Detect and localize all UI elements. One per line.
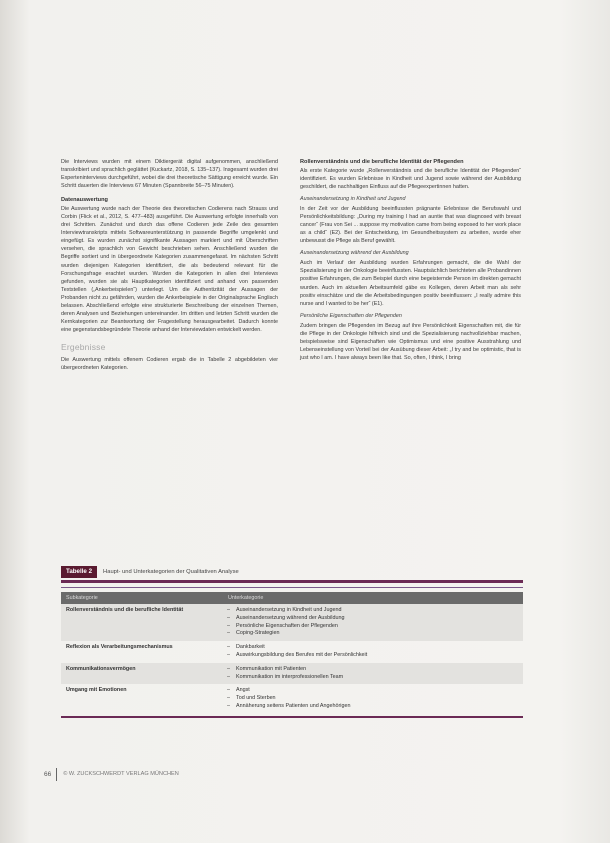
subcategory-item: – Kommunikation mit Patienten [227, 665, 307, 672]
subcategory-item: – Persönliche Eigenschaften der Pflegenden [227, 622, 338, 629]
category-cell: Umgang mit Emotionen [66, 687, 127, 694]
table-caption-text: Haupt- und Unterkategorien der Qualitativen Analyse [103, 569, 239, 575]
subsection-heading: Auseinandersetzung während der Ausbildung [300, 250, 409, 257]
subcategory-item: – Tod und Sterben [227, 695, 276, 702]
category-cell: Reflexion als Verarbeitungsmechanismus [66, 644, 173, 651]
paragraph: Die Auswertung mittels offenem Codieren ergab die in Tabelle 2 abgebildeten vier übergeordneten Kategorien. [61, 356, 278, 371]
subcategory-item: – Kommunikation im interprofessionellen Team [227, 673, 344, 680]
subcategory-item: – Auswirkungsbildung des Berufes mit der Persönlichkeit [227, 651, 368, 658]
table-bottom-rule [61, 716, 523, 718]
table-row [61, 684, 523, 713]
section-heading: Datenauswertung [61, 197, 108, 204]
table-label-tag: Tabelle 2 [61, 566, 97, 578]
page-number: 66 [44, 770, 52, 778]
subcategory-item: – Angst [227, 687, 250, 694]
subsection-heading: Auseinandersetzung in Kindheit und Jugend [300, 196, 406, 203]
subcategory-cell [223, 684, 523, 713]
subcategory-item: – Dankbarkeit [227, 644, 265, 651]
subcategory-cell [223, 641, 523, 663]
right-text-column [300, 158, 521, 366]
table-caption [61, 566, 523, 578]
category-cell: Rollenverständnis und die berufliche Identität [61, 604, 223, 641]
categories-table [61, 592, 523, 714]
subcategory-cell [223, 663, 523, 685]
subsection-heading: Persönliche Eigenschaften der Pflegenden [300, 312, 402, 319]
subcategory-item: – Coping-Strategien [227, 630, 280, 637]
table-row [61, 663, 523, 685]
table-row [61, 604, 523, 641]
column-header: Subkategorie [61, 592, 223, 604]
table-top-rule [61, 580, 523, 583]
paragraph: In der Zeit vor der Ausbildung beeinflussten prägnante Erlebnisse die Berufswahl und Persönlichkeitsbildung: „During my training I had an auntie that was diagnosed with breast cancer“ (Frau von Sei ... suppose my motivation came from being exposed to her work place as a child“ (E2). Bei der Entscheidung, im Gesundheitssystem zu arbeiten, wurde eher unbewusst die Pflege als Beruf gewählt. [300, 206, 521, 245]
paragraph: Zudem bringen die Pflegenden im Bezug auf ihre Persönlichkeit Eigenschaften mit, die für die Pflege in der Onkologie hilfreich sind und die Spezialisierung nachvollziehbar machen, beispielsweise sind Eigenschaften wie Optimismus und eine positive Ausstrahlung und Lebenseinstellung von Vorteil bei der Ausübung dieser Arbeit: „I try and be optimistic, that is just who I am. I have always been like that. So, often, I think, I bring [300, 322, 521, 361]
column-header: Unterkategorie [223, 592, 523, 604]
paragraph: Auch im Verlauf der Ausbildung wurden Erfahrungen gemacht, die die Wahl der Spezialisierung in der Onkologie beeinflussten. Hauptsächlich berichteten alle Probandinnen positive Erfahrungen, die zum Beispiel durch eine begeisternde Person im direkten gemacht wurden. Auch im aktuellen Arbeitsumfeld gäbe es Kollegen, deren Arbeit man als sehr positiv einschätze und die die Arbeitsbedingungen positiv beeinflussen: „I really admire this nurse and I wanted to be her“ (E1). [300, 260, 521, 307]
table-2 [61, 566, 523, 718]
table-header-row [61, 592, 523, 604]
table-row [61, 641, 523, 663]
left-text-column [61, 158, 278, 376]
subcategory-item: – Auseinandersetzung während der Ausbildung [227, 614, 345, 621]
category-cell: Kommunikationsvermögen [61, 663, 223, 685]
paragraph: Als erste Kategorie wurde „Rollenverständnis und die berufliche Identität der Pflegenden“ identifiziert. Es wurden Erlebnisse in Kindheit und Jugend sowie während der Ausbildung geschildert, die nachhaltigen Einfluss auf die Pflegeexpertinnen hatten. [300, 168, 521, 191]
paragraph: Die Interviews wurden mit einem Diktiergerät digital aufgenommen, anschließend transkribiert und sprachlich geglättet (Kuckartz, 2018, S. 135–137). Insgesamt wurden drei Experteninterviews durchgeführt, wobei die drei theoretische Sättigung erreicht wurde. Ein Schritt dauerten die Interviews 67 Minuten (Spannbreite 56–75 Minuten). [61, 159, 278, 190]
publisher-credit: © W. ZUCKSCHWERDT VERLAG MÜNCHEN [63, 771, 179, 777]
results-section-title: Ergebnisse [61, 341, 106, 352]
section-heading: Rollenverständnis und die berufliche Identität der Pflegenden [300, 159, 464, 165]
subcategory-item: – Annäherung seitens Patienten und Angehörigen [227, 702, 351, 709]
subcategory-cell [223, 604, 523, 641]
subcategory-item: – Auseinandersetzung in Kindheit und Jugend [227, 607, 342, 613]
page-footer [44, 768, 179, 780]
paragraph: Die Auswertung wurde nach der Theorie des theoretischen Codierens nach Strauss und Corbin (Flick et al., 2012, S. 477–483) ausgeführt. Die Auswertung erfolgte innerhalb von drei Schritten. Zunächst und durch das offene Codieren jede Zeile des gesamten Interviewtranskripts mittels Softwareunterstützung in passende Begriffe umgelenkt und eingefügt. Es wurden zunächst signifikante Aussagen markiert und mit Überschriften versehen, die sprachlich von Gewicht beschrieben sehen. Anschließend wurden die Begriffe sortiert und in übergeordnete Kategorien zusammengefasst. Im nächsten Schritt wurden diejenigen Kategorien identifiziert, die als bedeutend relevant für die Forschungsfrage erachtet wurden. Wurden die Kategorien in allen drei Interviews gefunden, wurden sie als Hauptkategorien identifiziert und anhand von passenden Textstellen („Ankerbeispielen“) unterlegt. Um die Authentizität der Aussagen der Probanden nicht zu gefährden, wurden die Ankerbeispiele in der Originalsprache Englisch belassen. Abschließend erfolgte eine strukturierte Beschreibung der einzelnen Themen, deren Analysen und Beziehungen untereinander. Im dritten und letzten Schritt wurden die Kernkategorien zur Beantwortung der Fragestellung herausgearbeitet. Dadurch konnte eine gegenstandsbegründete Theorie anhand der Interviewdaten entwickelt werden. [61, 206, 278, 333]
footer-divider [56, 768, 57, 781]
table-sub-rule [61, 587, 523, 588]
